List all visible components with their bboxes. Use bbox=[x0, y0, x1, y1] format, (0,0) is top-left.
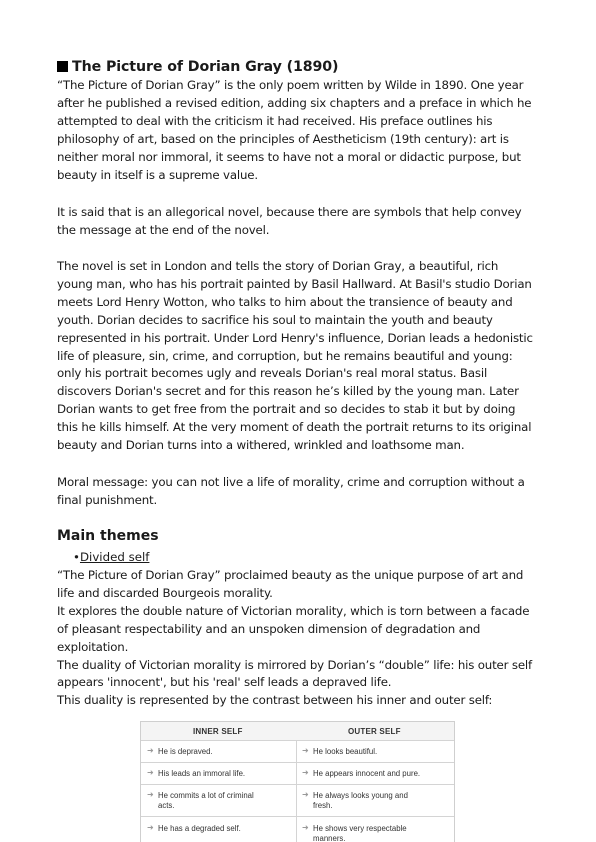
text-line: only his portrait becomes ugly and reveals Dorian's real moral status. Basil bbox=[57, 366, 488, 381]
allegory-paragraph bbox=[57, 204, 557, 240]
text-line: this he kills himself. At the very moment of death the portrait returns to its original bbox=[57, 420, 532, 435]
text-line: beauty and Dorian turns into a withered, wrinkled and loathsome man. bbox=[57, 438, 465, 453]
inner-cell: He has a degraded self. bbox=[158, 824, 241, 833]
text-line: “The Picture of Dorian Gray” proclaimed beauty as the unique purpose of art and bbox=[57, 568, 524, 582]
arrow-icon: ➜ bbox=[302, 823, 309, 832]
arrow-icon: ➜ bbox=[302, 768, 309, 777]
plot-paragraph bbox=[57, 258, 557, 455]
inner-cell: He commits a lot of criminal bbox=[158, 791, 254, 800]
divided-self-label: Divided self bbox=[79, 550, 150, 564]
outer-self-header: OUTER SELF bbox=[348, 727, 401, 736]
text-line: This duality is represented by the contrast between his inner and outer self: bbox=[57, 693, 493, 708]
intro-paragraph bbox=[57, 77, 557, 184]
text-line: Moral message: you can not live a life of morality, crime and corruption without a bbox=[57, 475, 525, 489]
text-line: Dorian wants to get free from the portrait and so decides to stab it but by doing bbox=[57, 402, 516, 417]
moral-paragraph bbox=[57, 474, 557, 510]
themes-paragraph bbox=[57, 567, 557, 710]
self-contrast-table bbox=[140, 721, 455, 842]
document-title-text: The Picture of Dorian Gray (1890) bbox=[72, 59, 339, 75]
table-row bbox=[141, 762, 454, 785]
text-line: young man, who has his portrait painted by Basil Hallward. At Basil's studio Dorian bbox=[57, 276, 532, 291]
arrow-icon: ➜ bbox=[302, 746, 309, 755]
arrow-icon: ➜ bbox=[147, 746, 154, 755]
text-line: the message at the end of the novel. bbox=[57, 222, 270, 237]
arrow-icon: ➜ bbox=[147, 823, 154, 832]
table-header-row bbox=[141, 722, 454, 740]
text-line: beauty in itself is a supreme value. bbox=[57, 167, 258, 182]
square-bullet-icon bbox=[57, 61, 68, 72]
inner-cell: His leads an immoral life. bbox=[158, 769, 246, 778]
text-line: life of pleasure, sin, crime, and corruption, but he remains beautiful and young: bbox=[57, 348, 513, 363]
text-line: of pleasant respectability and an unspoken dimension of degradation and bbox=[57, 621, 481, 636]
arrow-icon: ➜ bbox=[147, 768, 154, 777]
table-row bbox=[141, 816, 454, 842]
outer-cell: manners. bbox=[313, 834, 346, 842]
text-line: discovers Dorian's secret and for this reason he’s killed by the young man. Later bbox=[57, 384, 519, 399]
outer-cell: He appears innocent and pure. bbox=[313, 769, 421, 778]
table-row bbox=[141, 784, 454, 817]
text-line: after he published a revised edition, adding six chapters and a preface in which he bbox=[57, 95, 532, 110]
inner-cell: acts. bbox=[158, 801, 175, 810]
text-line: exploitation. bbox=[57, 639, 129, 654]
divided-self-bullet: •Divided self bbox=[73, 550, 150, 564]
text-line: neither moral nor immoral, it seems to have not a moral or didactic purpose, but bbox=[57, 149, 521, 164]
text-line: meets Lord Henry Wotton, who talks to him about the transience of beauty and bbox=[57, 294, 513, 309]
arrow-icon: ➜ bbox=[302, 790, 309, 799]
outer-cell: He shows very respectable bbox=[313, 824, 407, 833]
main-themes-heading: Main themes bbox=[57, 528, 159, 544]
text-line: It is said that is an allegorical novel, because there are symbols that help convey bbox=[57, 205, 522, 219]
outer-cell: He always looks young and bbox=[313, 791, 408, 800]
text-line: represented in his portrait. Under Lord Henry's influence, Dorian leads a hedonistic bbox=[57, 330, 533, 345]
arrow-icon: ➜ bbox=[147, 790, 154, 799]
table-row bbox=[141, 740, 454, 763]
text-line: life and discarded Bourgeois morality. bbox=[57, 585, 273, 600]
inner-self-header: INNER SELF bbox=[193, 727, 243, 736]
text-line: “The Picture of Dorian Gray” is the only poem written by Wilde in 1890. One year bbox=[57, 78, 524, 92]
text-line: The novel is set in London and tells the story of Dorian Gray, a beautiful, rich bbox=[57, 259, 499, 273]
text-line: youth. Dorian decides to sacrifice his soul to maintain the youth and beauty bbox=[57, 312, 493, 327]
text-line: The duality of Victorian morality is mirrored by Dorian’s “double” life: his outer self bbox=[57, 657, 532, 672]
text-line: final punishment. bbox=[57, 492, 158, 507]
text-line: philosophy of art, based on the principles of Aestheticism (19th century): art is bbox=[57, 131, 509, 146]
document-title bbox=[57, 59, 338, 75]
outer-cell: He looks beautiful. bbox=[313, 747, 378, 756]
outer-cell: fresh. bbox=[313, 801, 333, 810]
text-line: appears 'innocent', but his 'real' self leads a depraved life. bbox=[57, 675, 392, 690]
text-line: It explores the double nature of Victorian morality, which is torn between a facade bbox=[57, 603, 530, 618]
inner-cell: He is depraved. bbox=[158, 747, 213, 756]
text-line: attempted to deal with the criticism it had received. His preface outlines his bbox=[57, 113, 493, 128]
